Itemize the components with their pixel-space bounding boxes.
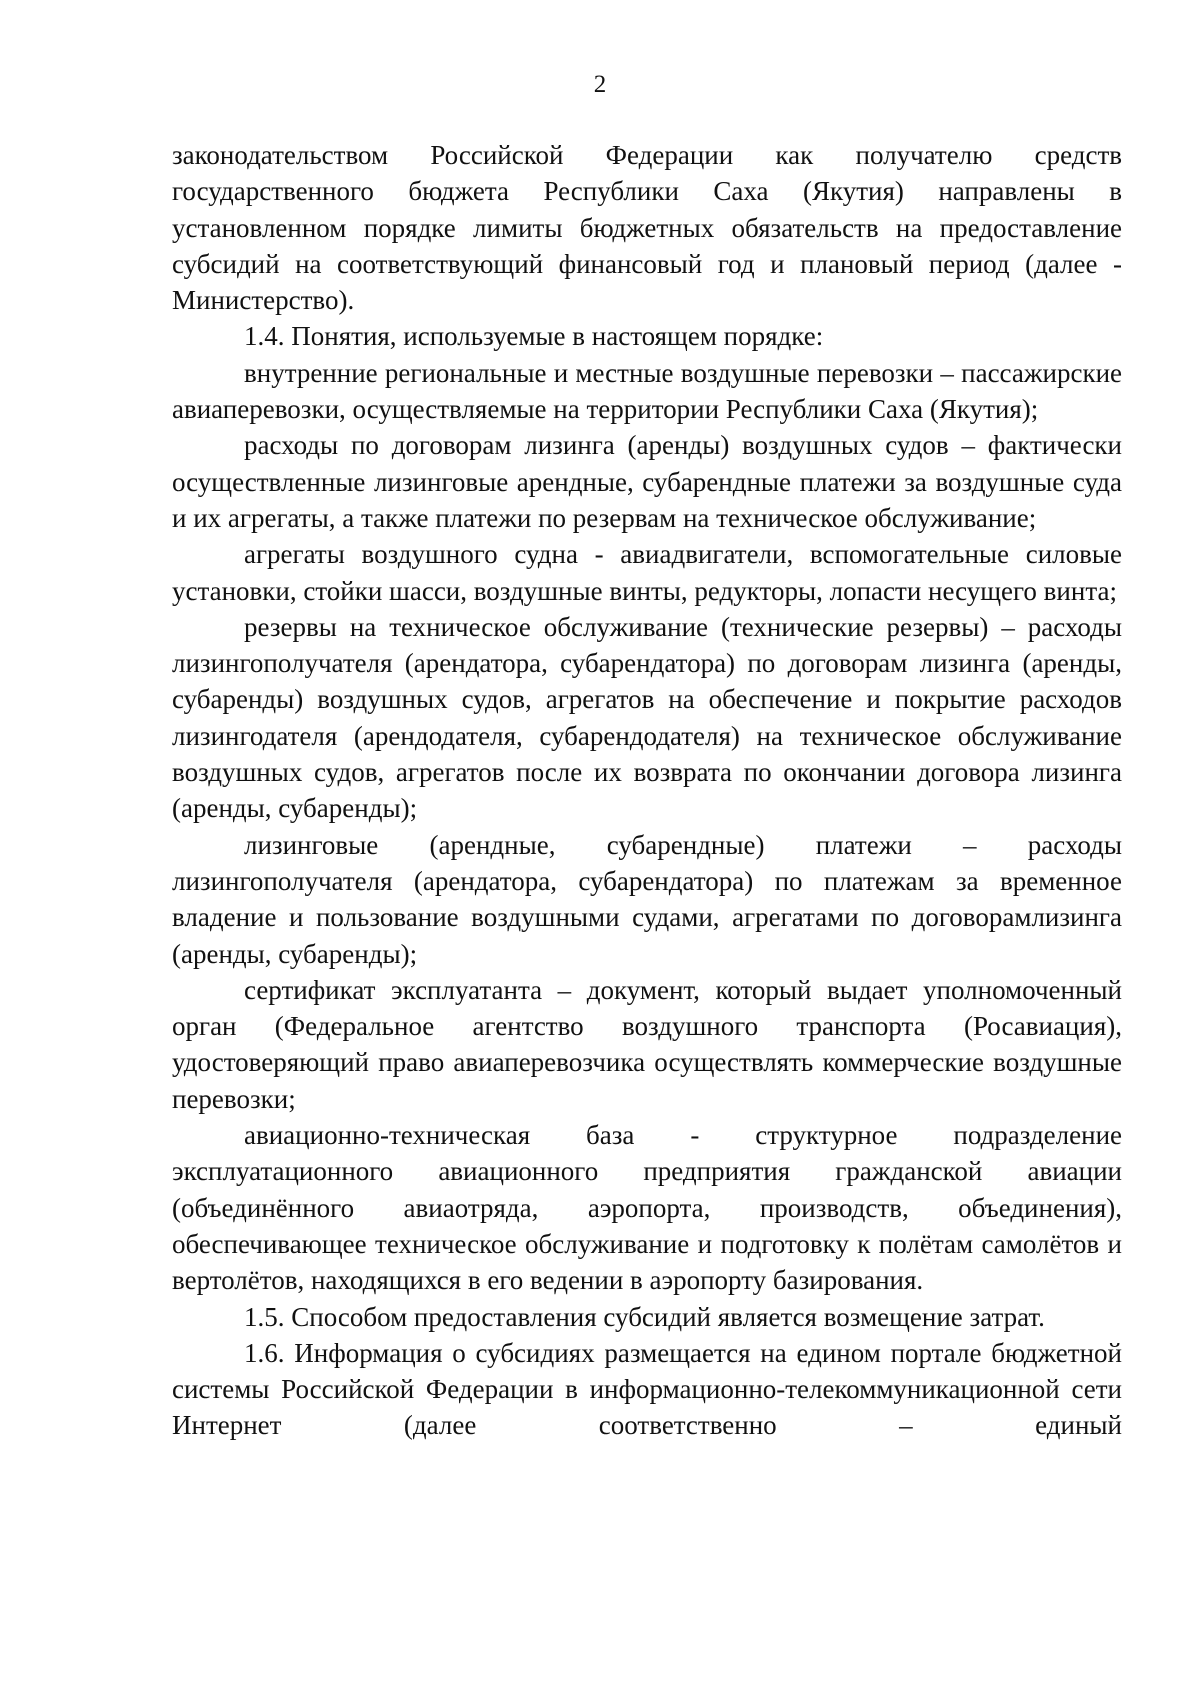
paragraph-definition-leasing-expenses: расходы по договорам лизинга (аренды) воздушных судов – фактически осуществленные лизинговые арендные, субарендные платежи за воздушные суда и их агрегаты, а также платежи по резервам на техническое обслуживание; [172, 430, 1122, 533]
paragraph-definition-maintenance-reserves: резервы на техническое обслуживание (технические резервы) – расходы лизингополучателя (арендатора, субарендатора) по договорам лизинга (аренды, субаренды) воздушных судов, агрегатов на обеспечение и покрытие расходов лизингодателя (арендодателя, субарендодателя) на техническое обслуживание воздушных судов, агрегатов после их возврата по окончании договора лизинга (аренды, субаренды); [172, 611, 1122, 824]
paragraph-definition-operator-certificate: сертификат эксплуатанта – документ, который выдает уполномоченный орган (Федеральное агентство воздушного транспорта (Росавиация), удостоверяющий право авиаперевозчика осуществлять коммерческие воздушные перевозки; [172, 974, 1122, 1114]
paragraph-definition-leasing-payments: лизинговые (арендные, субарендные) платежи – расходы лизингополучателя (арендатора, субарендатора) по платежам за временное владение и пользование воздушными судами, агрегатами по договорамлизинга (аренды, субаренды); [172, 829, 1122, 969]
document-body [172, 137, 1122, 1444]
paragraph-section-1-5: 1.5. Способом предоставления субсидий является возмещение затрат. [244, 1301, 1045, 1332]
paragraph-section-1-6: 1.6. Информация о субсидиях размещается на едином портале бюджетной системы Российской Федерации в информационно-телекоммуникационной сети Интернет (далее соответственно – единый [172, 1337, 1122, 1441]
paragraph-continuation: законодательством Российской Федерации как получателю средств государственного бюджета Республики Саха (Якутия) направлены в установленном порядке лимиты бюджетных обязательств на предоставление субсидий на соответствующий финансовый год и плановый период (далее - Министерство). [172, 140, 1122, 316]
page-number: 2 [593, 71, 607, 98]
paragraph-definition-technical-base: авиационно-техническая база - структурное подразделение эксплуатационного авиационного предприятия гражданской авиации (объединённого авиаотряда, аэропорта, производств, объединения), обеспечивающее техническое обслуживание и подготовку к полётам самолётов и вертолётов, находящихся в его ведении в аэропорту базирования. [172, 1120, 1122, 1296]
paragraph-definition-domestic-flights: внутренние региональные и местные воздушные перевозки – пассажирские авиаперевозки, осуществляемые на территории Республики Саха (Якутия); [172, 357, 1122, 425]
paragraph-definition-aircraft-units: агрегаты воздушного судна - авиадвигатели, вспомогательные силовые установки, стойки шасси, воздушные винты, редукторы, лопасти несущего винта; [172, 539, 1122, 606]
paragraph-section-1-4: 1.4. Понятия, используемые в настоящем порядке: [244, 321, 824, 352]
